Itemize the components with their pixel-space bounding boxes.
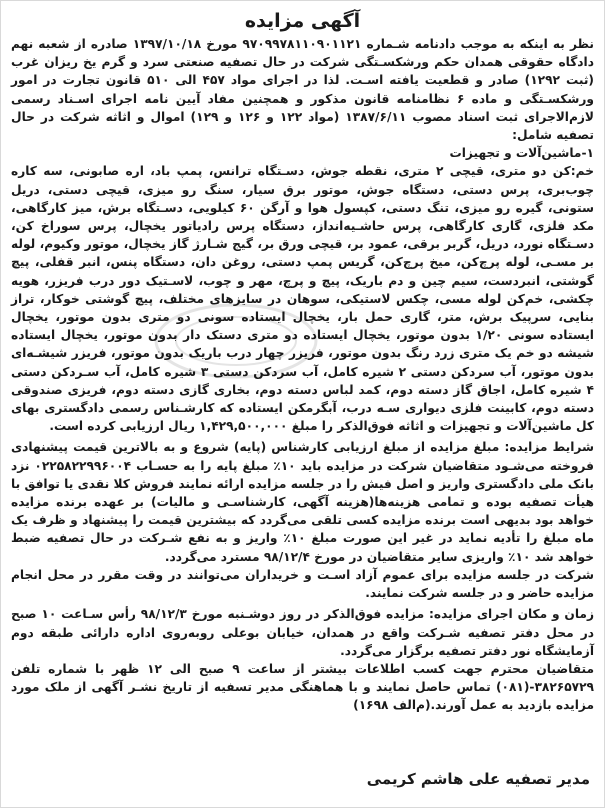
public-attendance-paragraph: شرکت در جلسه مزایده برای عموم آزاد اسـت و خریداران می‌توانند در وقت مقرر در محل انجام مزایده حاضر و در جلسه شرکت نمایند.	[11, 567, 594, 601]
auction-conditions-paragraph: شرایط مزایده: مبلغ مزایده از مبلغ ارزیابی کارشناس (پایه) شروع و به بالاترین قیمت پیشنهادی فروخته می‌شـود متقاضیان شرکت در مزایده باید ۱۰٪ مبلغ پایه را به حسـاب ۰۲۲۵۸۲۲۹۹۶۰۰۴ نزد بانک ملی دادگستری واریز و اصل فیش را در جلسه مزایده ارائه نمایند فروش کلا نقدی یا توافق با هیأت تصفیه بوده و تمامی هزینه‌ها(هزینه آگهی، کارشناسـی و مالیات) بر عهده برنده مزایده خواهد بود بدیهی است برنده مزایده کسی تلقی می‌گردد که بیشترین قیمت را پیشنهاد و ظرف یک ماه مبلغ را تأدیه نماید در غیر این صورت مبلغ ۱۰٪ واریز و به نفع شـرکت در حال تصفیه ضبط خواهد شد ۱۰٪ واریزی سایر متقاضیان در مورخ ۹۸/۱۲/۴ مسترد می‌گردد.	[11, 440, 594, 564]
intro-paragraph: نظر به اینکه به موجب دادنامه شـماره ۹۷۰۹۹۷۸۱۱۰۹۰۱۱۲۱ مورخ ۱۳۹۷/۱۰/۱۸ صادره از شعبه نهم دادگاه حقوقی همدان حکم ورشکسـتگی شرکت در حال تصفیه صنعتی سرد و گرم یخ ریزان غرب (ثبت ۱۲۹۲) صادر و قطعیت یافته اسـت. لذا در اجرای مواد ۴۵۷ الی ۵۱۰ قانون تجارت در امور ورشکسـتگی و ماده ۶ نظامنامه قانون مذکور و همچنین مفاد آیین نامه اجرای اسـناد رسمی لازم‌الاجرای ثبت اسناد مصوب ۱۳۸۷/۶/۱۱ (مواد ۱۲۲ و ۱۲۶ و ۱۲۹) اموال و اثاثه شرکت در حال تصفیه شامل:	[11, 37, 595, 143]
contact-info-paragraph: متقاضیان محترم جهت کسب اطلاعات بیشتر از ساعت ۹ صبح الی ۱۲ ظهر با شماره تلفن ۳۸۲۶۵۷۲۹-(۰۸۱) تماس حاصل نمایند و با هماهنگی مدیر تسفیه از تاریخ نشـر آگهی از ملک مورد مزایده بازدید به عمل آورند.(م‌الف ۱۶۹۸)	[11, 661, 594, 713]
section-heading-machinery: ۱-ماشین‌آلات و تجهیزات	[449, 146, 594, 161]
signature-line: مدیر تصفیه علی هاشم کریمی	[366, 770, 590, 788]
time-location-paragraph: زمان و مکان اجرای مزایده: مزایده فوق‌الذکر در روز دوشـنبه مورخ ۹۸/۱۲/۳ رأس سـاعت ۱۰ صبح در محل دفتر تصفیه شـرکت واقع در همدان، خیابان بوعلی روبه‌روی اداره دارائی طبقه دوم آزمایشگاه نور دفتر تصفیه برگزار می‌گردد.	[11, 607, 594, 658]
notice-title: آگهی مزایده	[244, 10, 361, 32]
equipment-list-paragraph: خم:کن دو متری، قیچی ۲ متری، نقطه جوش، دسـتگاه ترانس، پمپ باد، اره صابونی، سه کاره چوب‌بری، پرس دستی، دستگاه جوش، موتور برق سیار، سنگ رو میزی، قیچی دستی، دریل ستونی، گیره رو میزی، تنگ دستی، کپسول هوا و آرگن ۶۰ کیلویی، دسـتگاه برش، میز کارگاهی، مکد فلزی، گاری کارگاهی، پرس حاشـیه‌انداز، دستگاه پرس رادیاتور یخچال، پرس سوراخ کن، دسـتگاه نورد، دریل، گربر برقی، عمود بر، قیچی ورق بر، گیج شـارژ گاز یخچال، موتور وکیوم، لوله بر مسـی، لوله پرچ‌کن، میخ پرچ‌کن، گریس پمپ دستی، روغن دان، دستگاه پنس، انبر قفلی، پیچ گوشتی، انبردست، سیم چین و دم باریک، پیچ و پرچ، مهر و چوب، لاسـتیک دور درب فریزر، هویه چکشی، خم‌کن لوله مسی، چکس لاستیکی، سوهان در سایزهای مختلف، پیچ گوشتی خوکار، تراز بنایی، سرپیک برش، متر، گاری حمل بار، یخچال ایستاده سونی دو متری بدون موتور، یخچال ایستاده سونی ۱/۲۰ بدون موتور، یخچال ایستاده دو متری دستک دار بدون موتور، یخچال ایستاده شیشه دو خم یک متری زرد رنگ بدون موتور، فریزر چهار درب باریک بدون موتور، فریزر شیشـه‌ای بدون موتور، آب سردکن دستی ۲ شیره کامل، آب سردکن دستی ۳ شیره کامل، آب سـردکن دستی ۴ شیره کامل، اجاق گاز دسته دوم، کمد لباس دسته دوم، بخاری گازی دسته دوم، فریزی صندوقی دسته دوم، کابینت فلزی دیواری سـه درب، آبگرمکن ایستاده که کارشـناس رسمی دادگستری بهای کل ماشین‌آلات و تجهیزات و اثاثه فوق‌الذکر را مبلغ ۱,۴۲۹,۵۰۰,۰۰۰ ریال ارزیابی کرده است.	[11, 164, 594, 434]
